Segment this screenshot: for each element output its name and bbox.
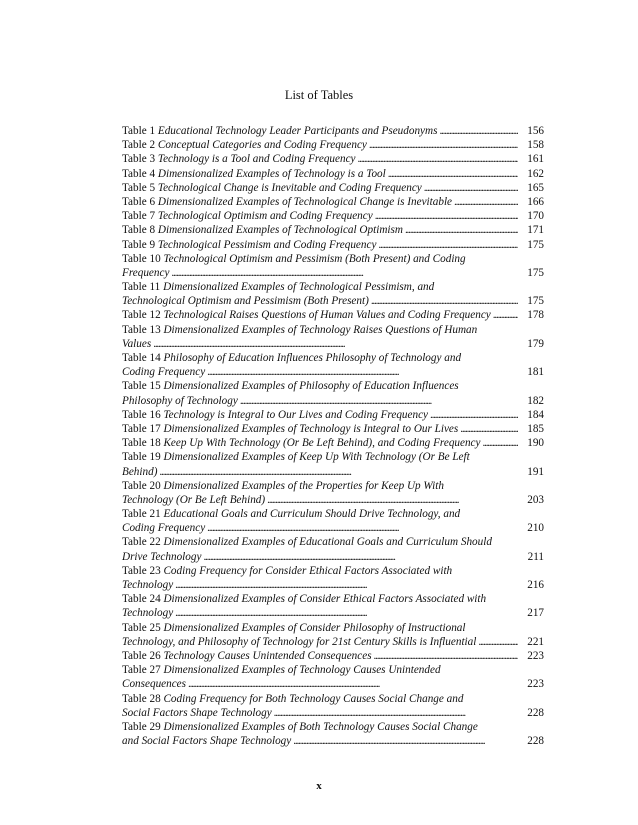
toc-entry-line	[122, 266, 544, 280]
toc-entry[interactable]	[122, 238, 544, 252]
toc-entry-line	[122, 479, 544, 493]
toc-entry[interactable]	[122, 592, 544, 620]
toc-entry[interactable]	[122, 692, 544, 720]
dot-leader	[439, 124, 518, 138]
toc-entry-caption: Philosophy of Technology	[122, 394, 238, 407]
toc-entry-line	[122, 152, 544, 166]
toc-entry-text	[122, 734, 291, 748]
toc-entry-text	[122, 266, 169, 280]
toc-entry-page-number: 181	[527, 366, 544, 379]
toc-entry-text	[122, 592, 486, 606]
toc-entry-label: Table 4	[122, 167, 158, 180]
toc-entry-page-number: 217	[527, 607, 544, 620]
toc-entry-label: Table 3	[122, 153, 158, 166]
dot-leader	[358, 152, 518, 166]
toc-entry-line	[122, 280, 544, 294]
toc-entry-text	[122, 408, 428, 422]
toc-entry-caption: Values	[122, 337, 152, 350]
toc-entry-line	[122, 550, 544, 564]
toc-entry-text	[122, 337, 151, 351]
toc-entry-page-number: 228	[527, 706, 544, 719]
toc-entry-caption: Dimensionalized Examples of Technology is Integral to Our Lives	[163, 422, 459, 435]
toc-entry-line	[122, 507, 544, 521]
toc-entry-label: Table 13	[122, 323, 164, 336]
toc-entry-caption: Technological Optimism and Coding Frequency	[157, 210, 373, 223]
toc-entry-label: Table 29	[122, 720, 164, 733]
toc-entry-caption: Technological Optimism and Pessimism (Both Present) and Coding	[163, 252, 466, 265]
dot-leader	[159, 465, 518, 479]
toc-entry-label: Table 5	[122, 181, 158, 194]
toc-entry-line	[122, 422, 544, 436]
toc-entry-label: Table 17	[122, 422, 164, 435]
toc-entry-page-number: 175	[527, 238, 544, 251]
toc-entry-text	[122, 706, 272, 720]
toc-entry-caption: Coding Frequency	[122, 522, 206, 535]
toc-entry-line	[122, 436, 544, 450]
toc-entry-text	[122, 294, 369, 308]
toc-entry-line	[122, 223, 544, 237]
dot-leader	[274, 706, 518, 720]
toc-entry-page-number: 170	[527, 210, 544, 223]
toc-entry-caption: Frequency	[122, 266, 170, 279]
dot-leader	[460, 422, 518, 436]
toc-entry-label: Table 10	[122, 252, 164, 265]
dot-leader	[374, 649, 518, 663]
toc-entry-text	[122, 436, 481, 450]
toc-entry-line	[122, 635, 544, 649]
toc-entry-label: Table 25	[122, 621, 164, 634]
toc-entry-line	[122, 493, 544, 507]
toc-entry-text	[122, 280, 434, 294]
toc-entry-line	[122, 564, 544, 578]
toc-entry-text	[122, 308, 491, 322]
toc-entry-text	[122, 692, 463, 706]
toc-entry[interactable]	[122, 436, 544, 450]
toc-entry[interactable]	[122, 564, 544, 592]
toc-entry-label: Table 12	[122, 309, 164, 322]
dot-leader	[405, 223, 518, 237]
toc-entry-text	[122, 167, 386, 181]
toc-entry-caption: Educational Technology Leader Participants and Pseudonyms	[157, 125, 438, 137]
toc-entry-page-number: 223	[527, 649, 544, 662]
toc-entry-caption: Dimensionalized Examples of Technological Pessimism, and	[163, 281, 435, 294]
toc-entry-caption: Dimensionalized Examples of Consider Ethical Factors Associated with	[163, 593, 487, 606]
toc-entry-caption: Technological Pessimism and Coding Frequency	[157, 238, 377, 251]
toc-entry-label: Table 28	[122, 692, 164, 705]
toc-entry-page-number: 156	[527, 125, 544, 137]
toc-entry-text	[122, 677, 186, 691]
toc-entry-line	[122, 621, 544, 635]
toc-entry-page-number: 161	[527, 153, 544, 166]
toc-entry-line	[122, 663, 544, 677]
toc-entry-line	[122, 323, 544, 337]
toc-entry-caption: Dimensionalized Examples of Technology is a Tool	[157, 167, 386, 180]
dot-leader	[175, 606, 518, 620]
toc-entry-caption: Technology is Integral to Our Lives and Coding Frequency	[163, 408, 429, 421]
toc-entry[interactable]	[122, 720, 544, 748]
toc-entry-page-number: 182	[527, 394, 544, 407]
toc-entry-text	[122, 351, 461, 365]
toc-entry-caption: Conceptual Categories and Coding Frequency	[157, 139, 367, 152]
toc-entry[interactable]	[122, 280, 544, 308]
toc-entry-line	[122, 308, 544, 322]
toc-entry-label: Table 19	[122, 451, 164, 464]
toc-entry-line	[122, 606, 544, 620]
toc-entry-line	[122, 677, 544, 691]
toc-entry[interactable]	[122, 195, 544, 209]
toc-entry[interactable]	[122, 181, 544, 195]
toc-entry-line	[122, 465, 544, 479]
page-title: List of Tables	[284, 88, 354, 102]
toc-entry-page-number: 210	[527, 522, 544, 535]
toc-entry-caption: Technological Optimism and Pessimism (Both Present)	[122, 295, 369, 308]
toc-entry[interactable]	[122, 152, 544, 166]
toc-entry-page-number: 175	[527, 295, 544, 308]
toc-entry-line	[122, 379, 544, 393]
toc-entry[interactable]	[122, 138, 544, 152]
toc-entry-page-number: 223	[527, 678, 544, 691]
toc-entry[interactable]	[122, 422, 544, 436]
toc-entry-text	[122, 550, 201, 564]
toc-entry-line	[122, 181, 544, 195]
toc-entry-line	[122, 450, 544, 464]
toc-entry-label: Table 15	[122, 380, 164, 393]
toc-entry-caption: Technology Causes Unintended Consequences	[163, 649, 372, 662]
toc-entry-page-number: 228	[527, 735, 544, 748]
toc-entry-label: Table 6	[122, 195, 158, 208]
toc-entry[interactable]	[122, 479, 544, 507]
toc-entry-caption: Technological Change is Inevitable and Coding Frequency	[157, 181, 422, 194]
toc-entry-label: Table 18	[122, 437, 164, 450]
toc-entry-line	[122, 138, 544, 152]
toc-entry-caption: Technology, and Philosophy of Technology for 21st Century Skills is Influential	[122, 635, 477, 648]
toc-entry-label: Table 7	[122, 210, 158, 223]
dot-leader	[267, 493, 518, 507]
toc-entry-page-number: 190	[527, 437, 544, 450]
toc-entry[interactable]	[122, 167, 544, 181]
toc-entry-text	[122, 720, 478, 734]
toc-entry-text	[122, 564, 452, 578]
dot-leader	[375, 209, 518, 223]
toc-entry-caption: Coding Frequency for Both Technology Causes Social Change and	[163, 692, 464, 705]
dot-leader	[207, 521, 518, 535]
toc-entry-caption: Consequences	[122, 678, 187, 691]
toc-entry-text	[122, 252, 466, 266]
toc-entry[interactable]	[122, 124, 544, 138]
toc-entry-text	[122, 507, 460, 521]
toc-entry-text	[122, 138, 367, 152]
dot-leader	[454, 195, 518, 209]
toc-entry-label: Table 26	[122, 649, 164, 662]
toc-entry-caption: Dimensionalized Examples of Educational Goals and Curriculum Should	[163, 536, 492, 549]
dot-leader	[430, 408, 518, 422]
toc-entry-caption: and Social Factors Shape Technology	[122, 735, 292, 748]
toc-entry-page-number: 178	[527, 309, 544, 322]
toc-entry[interactable]	[122, 450, 544, 478]
toc-entry-caption: Educational Goals and Curriculum Should Drive Technology, and	[163, 508, 461, 521]
toc-entry-line	[122, 195, 544, 209]
page-number-footer: x	[316, 780, 322, 792]
toc-entry-label: Table 8	[122, 224, 158, 237]
toc-entry-text	[122, 621, 466, 635]
toc-entry-caption: Dimensionalized Examples of Technology Raises Questions of Human	[163, 323, 478, 336]
toc-entry-text	[122, 181, 422, 195]
toc-entry-text	[122, 578, 173, 592]
toc-entry-caption: Drive Technology	[122, 550, 202, 563]
toc-entry-page-number: 221	[527, 635, 544, 648]
toc-entry-line	[122, 167, 544, 181]
toc-entry-label: Table 9	[122, 238, 158, 251]
toc-entry-caption: Dimensionalized Examples of Philosophy of Education Influences	[163, 380, 459, 393]
toc-entry-label: Table 1	[122, 125, 158, 137]
toc-entry-caption: Social Factors Shape Technology	[122, 706, 272, 719]
toc-entry-label: Table 14	[122, 352, 164, 364]
toc-entry[interactable]	[122, 351, 544, 379]
toc-entry-text	[122, 521, 205, 535]
toc-entry-line	[122, 209, 544, 223]
toc-entry-line	[122, 535, 544, 549]
toc-entry-label: Table 16	[122, 408, 164, 421]
dot-leader	[175, 578, 518, 592]
toc-entry-line	[122, 351, 544, 365]
toc-entry-page-number: 165	[527, 181, 544, 194]
dot-leader	[478, 635, 518, 649]
toc-entry-page-number: 175	[527, 266, 544, 279]
toc-entry-text	[122, 152, 356, 166]
toc-entry-line	[122, 294, 544, 308]
toc-entry-text	[122, 606, 173, 620]
toc-entry-text	[122, 635, 476, 649]
dot-leader	[388, 167, 518, 181]
toc-entry[interactable]	[122, 209, 544, 223]
toc-entry-line	[122, 720, 544, 734]
toc-entry-text	[122, 493, 265, 507]
toc-entry-text	[122, 195, 452, 209]
toc-entry-line	[122, 238, 544, 252]
toc-entry-text	[122, 535, 492, 549]
toc-entry-page-number: 216	[527, 579, 544, 591]
toc-entry[interactable]	[122, 408, 544, 422]
toc-entry-caption: Technology is a Tool and Coding Frequency	[157, 153, 356, 166]
toc-entry-caption: Keep Up With Technology (Or Be Left Behind), and Coding Frequency	[163, 437, 481, 450]
dot-leader	[240, 394, 518, 408]
toc-entry-page-number: 211	[527, 550, 544, 563]
toc-entry-text	[122, 223, 403, 237]
toc-entry-text	[122, 479, 444, 493]
toc-entry-caption: Dimensionalized Examples of the Properties for Keep Up With	[163, 479, 444, 492]
toc-entry-page-number: 171	[527, 224, 544, 237]
dot-leader	[188, 677, 518, 691]
toc-entry-text	[122, 209, 373, 223]
toc-entry[interactable]	[122, 308, 544, 322]
toc-entry[interactable]	[122, 379, 544, 407]
toc-entry-text	[122, 394, 238, 408]
toc-entry-line	[122, 408, 544, 422]
toc-entry-page-number: 179	[527, 337, 544, 350]
toc-entry-label: Table 11	[122, 281, 164, 294]
toc-entry-text	[122, 365, 205, 379]
toc-entry-page-number: 162	[527, 167, 544, 180]
toc-entry-line	[122, 692, 544, 706]
toc-entry-caption: Dimensionalized Examples of Consider Philosophy of Instructional	[163, 621, 466, 634]
toc-entry-caption: Philosophy of Education Influences Philosophy of Technology and	[163, 352, 462, 364]
toc-entry-text	[122, 422, 458, 436]
toc-entry[interactable]	[122, 663, 544, 691]
toc-entry-page-number: 185	[527, 422, 544, 435]
toc-entry-caption: Dimensionalized Examples of Keep Up With Technology (Or Be Left	[163, 451, 470, 464]
toc-entry-caption: Coding Frequency	[122, 366, 206, 379]
toc-entry[interactable]	[122, 507, 544, 535]
toc-entry-caption: Dimensionalized Examples of Technological Change is Inevitable	[157, 195, 453, 208]
dot-leader	[493, 308, 518, 322]
toc-entry-line	[122, 706, 544, 720]
toc-entry-caption: Coding Frequency for Consider Ethical Factors Associated with	[163, 564, 453, 577]
toc-entry-line	[122, 734, 544, 748]
dot-leader	[378, 238, 518, 252]
dot-leader	[483, 436, 519, 450]
toc-entry-page-number: 166	[527, 195, 544, 208]
toc-entry-label: Table 27	[122, 664, 164, 677]
toc-entry-caption: Dimensionalized Examples of Technology Causes Unintended	[163, 664, 441, 677]
toc-entry-label: Table 20	[122, 479, 164, 492]
toc-entry-line	[122, 124, 544, 138]
toc-entry-caption: Dimensionalized Examples of Technological Optimism	[157, 224, 403, 237]
toc-entry-caption: Technological Raises Questions of Human Values and Coding Frequency	[163, 309, 491, 322]
toc-entry-text	[122, 649, 372, 663]
toc-entry-line	[122, 337, 544, 351]
toc-entry-line	[122, 252, 544, 266]
dot-leader	[293, 734, 518, 748]
dot-leader	[369, 138, 518, 152]
toc-entry-line	[122, 521, 544, 535]
toc-entry-text	[122, 323, 477, 337]
toc-entry-caption: Technology	[122, 579, 174, 591]
dot-leader	[203, 550, 518, 564]
toc-entry-page-number: 203	[527, 493, 544, 506]
toc-entry-label: Table 24	[122, 593, 164, 606]
toc-entry-text	[122, 663, 441, 677]
toc-entry-caption: Behind)	[122, 465, 158, 478]
toc-entry-page-number: 158	[527, 139, 544, 152]
toc-entry-caption: Technology	[122, 607, 174, 620]
toc-entry-text	[122, 379, 459, 393]
toc-entry-text	[122, 450, 470, 464]
toc-entry-text	[122, 124, 437, 138]
toc-entry-line	[122, 578, 544, 592]
toc-entry-caption: Technology (Or Be Left Behind)	[122, 493, 266, 506]
toc-entry-text	[122, 238, 376, 252]
toc-entry-label: Table 21	[122, 508, 164, 521]
dot-leader	[424, 181, 518, 195]
dot-leader	[153, 337, 518, 351]
toc-entry-page-number: 184	[527, 408, 544, 421]
toc-entry-text	[122, 465, 157, 479]
toc-entry[interactable]	[122, 621, 544, 649]
toc-entry-line	[122, 365, 544, 379]
toc-entry-label: Table 22	[122, 536, 164, 549]
toc-entry-line	[122, 592, 544, 606]
toc-entry[interactable]	[122, 649, 544, 663]
toc-entry[interactable]	[122, 323, 544, 351]
toc-entry-line	[122, 394, 544, 408]
toc-entry-label: Table 2	[122, 139, 158, 152]
toc-entry[interactable]	[122, 252, 544, 280]
toc-entry-label: Table 23	[122, 564, 164, 577]
list-of-tables	[122, 124, 544, 748]
toc-entry-page-number: 191	[527, 465, 544, 478]
toc-entry-line	[122, 649, 544, 663]
dot-leader	[207, 365, 518, 379]
toc-entry[interactable]	[122, 223, 544, 237]
toc-entry-caption: Dimensionalized Examples of Both Technology Causes Social Change	[163, 720, 478, 733]
dot-leader	[171, 266, 518, 280]
toc-entry[interactable]	[122, 535, 544, 563]
dot-leader	[371, 294, 518, 308]
